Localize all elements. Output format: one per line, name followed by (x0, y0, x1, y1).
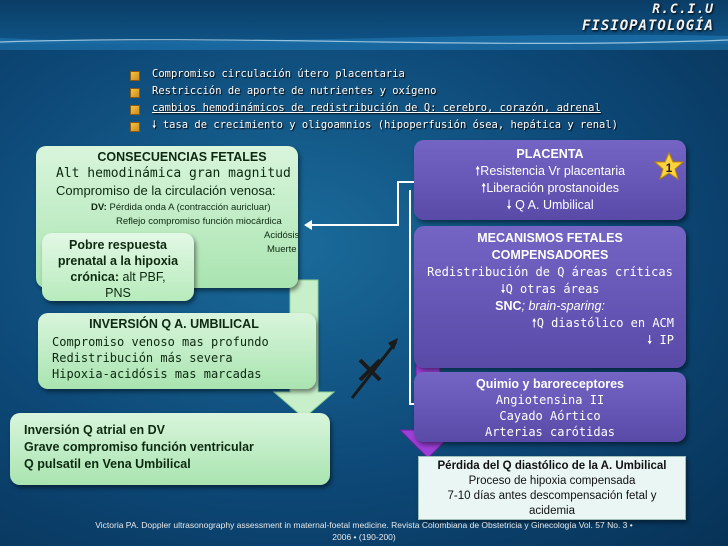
pobre-line3 (42, 269, 194, 285)
citation (6, 519, 722, 543)
consecuencias-title: CONSECUENCIAS FETALES (97, 150, 267, 164)
placenta-row: 🠗 Q A. Umbilical (506, 198, 594, 212)
inversion-atrial-box (10, 413, 330, 485)
bottom-left-row: Q pulsatil en Vena Umbilical (24, 457, 191, 471)
step-badge-icon (653, 152, 685, 184)
quimio-row: Arterias carótidas (484, 425, 616, 439)
dv-text: Pérdida onda A (contracción auricluar) (106, 202, 271, 213)
mecanismos-title2: COMPENSADORES (491, 248, 609, 262)
placenta-row: 🠕Resistencia Vr placentaria (474, 164, 626, 178)
bullet-square-icon (130, 105, 140, 115)
bullet-square-icon (130, 122, 140, 132)
bullet-item (128, 100, 601, 117)
inversion-row: Compromiso venoso mas profundo (52, 335, 269, 349)
pobre-line2: prenatal a la hipoxia (57, 254, 179, 268)
mecanismos-title1: MECANISMOS FETALES (477, 231, 623, 245)
perdida-title: Pérdida del Q diastólico de la A. Umbilical (437, 460, 667, 472)
quimio-box (414, 372, 686, 442)
mecanismos-snc (414, 298, 686, 315)
snc-bold: SNC (495, 299, 522, 313)
consecuencias-line2: Compromiso de la circulación venosa: (56, 183, 276, 198)
cross-mark-b (360, 360, 380, 380)
bottom-left-row: Inversión Q atrial en DV (24, 423, 166, 437)
mecanismos-row2: 🠗Q otras áreas (500, 282, 600, 296)
perdida-row: 7-10 días antes descompensación fetal y (447, 490, 657, 502)
consecuencias-dv (91, 202, 271, 213)
placenta-row: 🠕Liberación prostanoides (480, 181, 620, 195)
connector-line-placenta (312, 182, 414, 225)
bullet-square-icon (130, 88, 140, 98)
slide-title-line1: R.C.I.U (652, 2, 714, 17)
bullet-text: Restricción de aporte de nutrientes y oxígeno (152, 85, 437, 97)
bullet-text: cambios hemodinámicos de redistribución de Q: cerebro, corazón, adrenal (152, 102, 601, 114)
inversion-row: Redistribución más severa (52, 351, 233, 365)
consecuencias-line1: Alt hemodinámica gran magnitud (56, 166, 291, 181)
consecuencias-acidosis: Acidósis (264, 230, 300, 241)
pobre-respuesta-box (42, 233, 194, 301)
pobre-line4: PNS (105, 286, 131, 300)
bullet-text: Compromiso circulación útero placentaria (152, 68, 405, 80)
step-badge-number: 1 (665, 161, 673, 175)
perdida-row: acidemia (528, 505, 576, 517)
quimio-row: Angiotensina II (495, 393, 605, 407)
bullet-item (128, 83, 588, 100)
placenta-box (414, 140, 686, 220)
mecanismos-row5: 🠗 IP (647, 333, 674, 347)
consecuencias-muerte: Muerte (267, 244, 297, 255)
diagonal-arrow-shaft (352, 342, 396, 398)
mecanismos-row4: 🠕Q diastólico en ACM (531, 316, 674, 330)
pobre-line1: Pobre respuesta (69, 238, 167, 252)
placenta-title: PLACENTA (516, 147, 584, 161)
pobre-line3-bold: crónica: (70, 270, 120, 284)
bottom-left-row: Grave compromiso función ventricular (24, 440, 254, 454)
citation-line1: Victoria PA. Doppler ultrasonography assessment in maternal-foetal medicine. Revista Colombiana de Obstetricia y Ginecología Vol. 57 No. 3 • (95, 520, 633, 530)
inversion-box (38, 313, 316, 389)
citation-line2: 2006 • (190-200) (332, 532, 396, 542)
bullet-text: 🠗 tasa de crecimiento y oligoamnios (hipoperfusión ósea, hepática y renal) (152, 119, 618, 131)
inversion-row: Hipoxia-acidósis mas marcadas (52, 367, 262, 381)
dv-label: DV: (91, 202, 107, 213)
bullet-square-icon (130, 71, 140, 81)
mecanismos-row1: Redistribución de Q áreas críticas (427, 265, 673, 279)
connector-arrowhead-placenta (304, 220, 312, 230)
quimio-row: Cayado Aórtico (499, 409, 601, 423)
perdida-row: Proceso de hipoxia compensada (468, 475, 636, 487)
diagonal-arrowhead (388, 338, 398, 350)
snc-italic: ; brain-sparing: (521, 299, 605, 313)
quimio-title: Quimio y baroreceptores (476, 377, 624, 391)
perdida-box (418, 456, 686, 520)
slide-title-line2: FISIOPATOLOGÍA (581, 18, 714, 34)
bullet-list (128, 66, 618, 134)
cross-mark-a (360, 360, 380, 380)
mecanismos-box (414, 226, 686, 368)
pobre-line3-rest: alt PBF, (119, 270, 166, 284)
bullet-item (128, 66, 588, 83)
inversion-title: INVERSIÓN Q A. UMBILICAL (89, 317, 259, 331)
consecuencias-reflejo: Reflejo compromiso función miocárdica (116, 216, 282, 227)
bullet-item (128, 117, 618, 134)
